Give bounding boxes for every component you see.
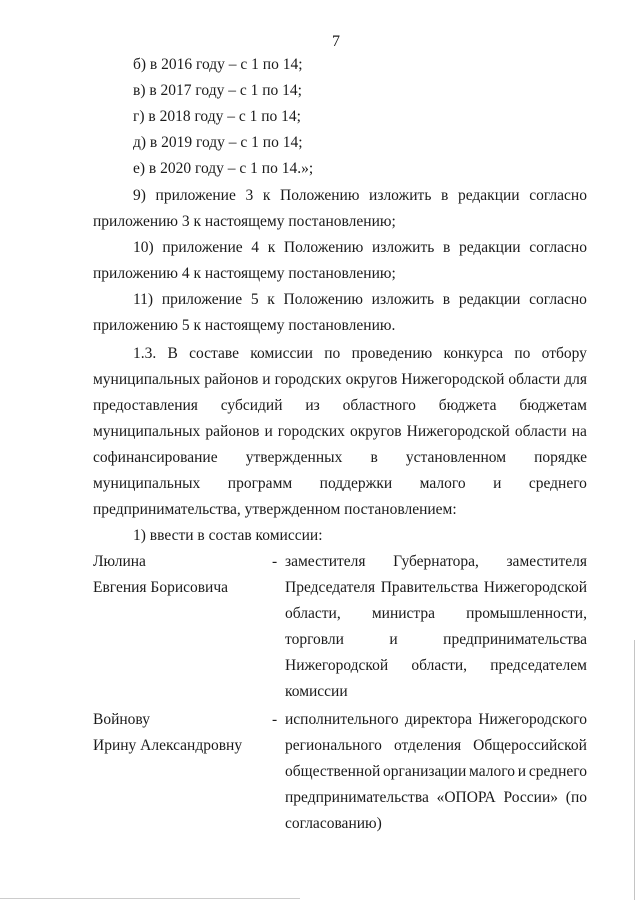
member-role-line <box>285 816 587 832</box>
word: В <box>167 345 178 362</box>
word: утвержденных <box>245 449 343 466</box>
word: порядке <box>534 449 587 466</box>
word: организации <box>383 763 467 780</box>
word: 4 <box>251 239 260 256</box>
member-role-line <box>285 606 587 622</box>
member-role-line <box>285 554 587 570</box>
section-1-3-line5 <box>93 450 587 466</box>
word: отбору <box>541 345 587 362</box>
word: округов <box>349 423 402 440</box>
word: к <box>267 239 276 256</box>
member-role-line <box>285 684 587 700</box>
section-1-3-line2 <box>93 372 587 388</box>
word: муниципальных <box>93 371 201 388</box>
list-item: в) в 2017 году – с 1 по 14; <box>133 82 302 99</box>
word: предпринимательства <box>285 789 429 806</box>
word: директора <box>404 711 473 728</box>
word: (по <box>565 789 587 806</box>
word: поддержки <box>319 475 393 492</box>
word: по <box>324 345 341 362</box>
word: области <box>514 423 567 440</box>
list-item: г) в 2018 году – с 1 по 14; <box>133 108 301 125</box>
word: муниципальных <box>93 423 201 440</box>
member-role-line <box>285 738 587 754</box>
member-surname: Люлина <box>93 553 146 570</box>
word: «ОПОРА <box>436 789 496 806</box>
word: согласно <box>529 291 587 308</box>
word: комиссии <box>285 683 348 700</box>
member-role-line <box>285 658 587 674</box>
word: регионального <box>285 737 382 754</box>
word: городских <box>274 371 342 388</box>
word: согласно <box>529 187 587 204</box>
word: области, <box>411 657 468 674</box>
word: из <box>305 397 320 414</box>
word: редакции <box>458 239 521 256</box>
word: предпринимательства <box>443 631 587 648</box>
word: торговли <box>285 631 344 648</box>
member-role-line <box>285 632 587 648</box>
word: и <box>517 763 527 780</box>
word: и <box>264 423 273 440</box>
member-given-names: Ирину Александровну <box>93 737 243 754</box>
word: округов <box>345 371 398 388</box>
word: заместителя <box>285 553 366 570</box>
word: изложить <box>369 187 432 204</box>
word: среднего <box>528 763 587 780</box>
word: приложение <box>161 291 243 308</box>
scan-edge-mark <box>634 640 635 900</box>
word: составе <box>189 345 240 362</box>
member-given-names: Евгения Борисовича <box>93 579 229 596</box>
word: Нижегородского <box>478 711 587 728</box>
word: области, <box>285 605 341 622</box>
word: России» <box>503 789 559 806</box>
word: общественной <box>285 763 381 780</box>
list-item: е) в 2020 году – с 1 по 14.»; <box>133 160 314 177</box>
word: Нижегородской <box>401 371 505 388</box>
word: области <box>508 371 561 388</box>
word: Губернатора, <box>393 553 479 570</box>
word: заместителя <box>506 553 587 570</box>
word: и <box>262 371 271 388</box>
word: к <box>262 187 271 204</box>
member-surname: Войнову <box>93 711 150 728</box>
scan-edge-mark <box>0 898 300 899</box>
appendix-item-10-line1 <box>133 240 587 256</box>
word: Положению <box>283 291 363 308</box>
member-role-line <box>285 712 587 728</box>
word: в <box>370 449 378 466</box>
word: председателем <box>490 657 587 674</box>
word: софинансирование <box>93 449 218 466</box>
dash-separator: - <box>272 553 278 570</box>
appendix-item-9-line1 <box>133 188 587 204</box>
appendix-item-10-line2: приложению 4 к настоящему постановлению; <box>93 265 396 282</box>
word: установленном <box>405 449 507 466</box>
word: малого <box>469 763 515 780</box>
word: малого <box>419 475 466 492</box>
section-1-3-line1 <box>133 346 587 362</box>
word: согласованию) <box>285 815 382 832</box>
word: 9) <box>133 187 146 204</box>
word: Общероссийской <box>473 737 587 754</box>
word: 11) <box>133 291 154 308</box>
page-number: 7 <box>332 33 340 50</box>
section-1-3-line3 <box>93 398 587 414</box>
word: 1.3. <box>133 345 157 362</box>
word: приложение <box>162 239 243 256</box>
word: Положению <box>280 187 360 204</box>
word: программ <box>227 475 293 492</box>
list-item: б) в 2016 году – с 1 по 14; <box>133 56 303 73</box>
word: бюджета <box>438 397 497 414</box>
word: изложить <box>371 291 435 308</box>
word: районов <box>204 371 259 388</box>
word: изложить <box>371 239 435 256</box>
word: Нижегородской <box>483 579 587 596</box>
word: Председателя <box>285 579 376 596</box>
word: к <box>267 291 275 308</box>
word: министра <box>371 605 436 622</box>
word: проведению <box>351 345 433 362</box>
word: городских <box>277 423 345 440</box>
word: 3 <box>245 187 254 204</box>
word: среднего <box>528 475 587 492</box>
introduce-heading: 1) ввести в состав комиссии: <box>133 527 323 544</box>
word: Нижегородской <box>406 423 510 440</box>
dash-separator: - <box>272 711 278 728</box>
member-role-line <box>285 790 587 806</box>
word: в <box>441 187 449 204</box>
word: комиссии <box>250 345 313 362</box>
word: в <box>442 291 451 308</box>
word: Нижегородской <box>285 657 389 674</box>
word: приложение <box>155 187 236 204</box>
word: конкурса <box>443 345 504 362</box>
word: 5 <box>250 291 259 308</box>
word: муниципальных <box>93 475 201 492</box>
appendix-item-9-line2: приложению 3 к настоящему постановлению; <box>93 213 396 230</box>
word: промышленности, <box>466 605 587 622</box>
word: областного <box>342 397 416 414</box>
word: и <box>389 631 398 648</box>
appendix-item-11-line1 <box>133 292 587 308</box>
word: районов <box>205 423 260 440</box>
word: редакции <box>457 187 520 204</box>
word: бюджетам <box>519 397 587 414</box>
word: Положению <box>283 239 364 256</box>
word: исполнительного <box>285 711 399 728</box>
word: предоставления <box>93 397 198 414</box>
section-1-3-line7: предпринимательства, утвержденном постановлением: <box>93 501 457 518</box>
word: 10) <box>133 239 154 256</box>
section-1-3-line6 <box>93 476 587 492</box>
word: для <box>564 371 587 388</box>
list-item: д) в 2019 году – с 1 по 14; <box>133 134 303 151</box>
section-1-3-line4 <box>93 424 587 440</box>
word: отделения <box>393 737 462 754</box>
word: по <box>514 345 531 362</box>
word: Правительства <box>380 579 479 596</box>
appendix-item-11-line2: приложению 5 к настоящему постановлению. <box>93 317 396 334</box>
word: в <box>442 239 451 256</box>
member-role-line <box>285 764 587 780</box>
word: согласно <box>529 239 587 256</box>
word: субсидий <box>220 397 283 414</box>
word: и <box>493 475 502 492</box>
word: редакции <box>458 291 521 308</box>
word: на <box>571 423 587 440</box>
member-role-line <box>285 580 587 596</box>
